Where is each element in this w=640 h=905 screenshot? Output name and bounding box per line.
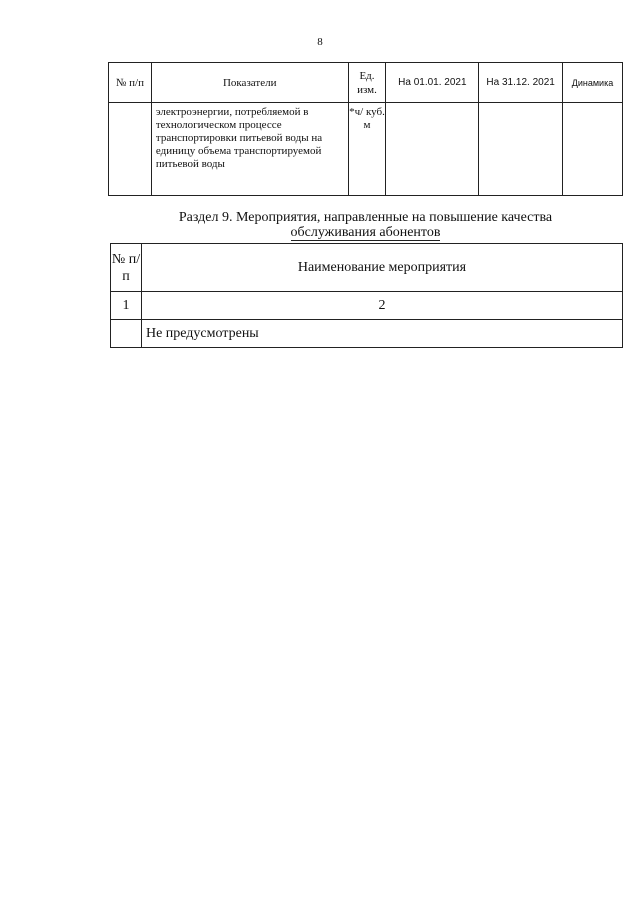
table-header-row bbox=[111, 244, 623, 292]
page-number: 8 bbox=[317, 36, 323, 48]
table-header-row bbox=[109, 63, 623, 103]
index-num: 1 bbox=[111, 292, 142, 320]
cell-num bbox=[109, 103, 152, 196]
section-title-line2: обслуживания абонентов bbox=[290, 225, 441, 240]
indicators-table bbox=[108, 62, 623, 196]
measures-table bbox=[110, 243, 623, 348]
header-dynamics: Динамика bbox=[563, 63, 623, 103]
row-num bbox=[111, 320, 142, 348]
header-indicator: Показатели bbox=[151, 63, 348, 103]
section-title-line1: Раздел 9. Мероприятия, направленные на повышение качества bbox=[178, 210, 553, 225]
header-date-end: На 31.12. 2021 bbox=[479, 63, 563, 103]
header-unit: Ед. изм. bbox=[348, 63, 386, 103]
header-num: № п/п bbox=[111, 244, 142, 292]
row-measure-name: Не предусмотрены bbox=[141, 320, 622, 348]
cell-unit: *ч/ куб. м bbox=[348, 103, 386, 196]
cell-date-start bbox=[386, 103, 479, 196]
cell-indicator: электроэнергии, потребляемой в технологическом процессе транспортировки питьевой воды на единицу объема транспортируемой питьевой воды bbox=[151, 103, 348, 196]
cell-dynamics bbox=[563, 103, 623, 196]
cell-date-end bbox=[479, 103, 563, 196]
table-row bbox=[111, 320, 623, 348]
header-num: № п/п bbox=[109, 63, 152, 103]
header-measure-name: Наименование мероприятия bbox=[141, 244, 622, 292]
header-date-start: На 01.01. 2021 bbox=[386, 63, 479, 103]
column-index-row bbox=[111, 292, 623, 320]
table-row bbox=[109, 103, 623, 196]
index-name: 2 bbox=[141, 292, 622, 320]
section-title bbox=[108, 210, 623, 240]
